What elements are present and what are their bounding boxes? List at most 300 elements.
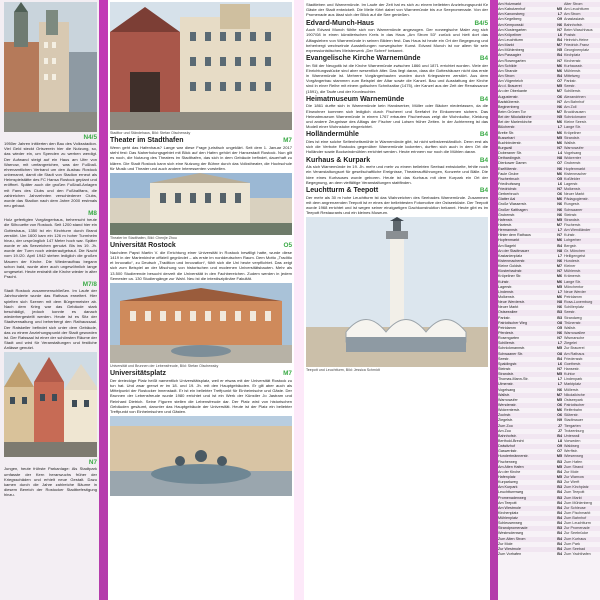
grid-reference: O8: [557, 351, 562, 356]
street-name-secondary: Kuhstr.: [564, 233, 576, 238]
grid-reference: B3: [557, 459, 562, 464]
street-name: Warnowufer: [498, 397, 518, 402]
grid-reference: O5: [557, 176, 562, 181]
street-name-secondary: Hansestr.: [564, 366, 580, 371]
street-name: Hopfenmarkt: [498, 238, 520, 243]
grid-reference: B4: [557, 243, 562, 248]
street-name-secondary: Mönchentor: [564, 284, 584, 289]
street-name-secondary: Lohgerber: [564, 238, 581, 243]
street-name: Schnickmannstr.: [498, 346, 526, 351]
grid-reference: B4: [557, 469, 562, 474]
section-title: Heimatmuseum Warnemünde: [306, 95, 405, 103]
street-name-secondary: Zur Promenade: [564, 526, 590, 531]
grid-reference: N6: [557, 387, 562, 392]
street-name: Augustenstr.: [498, 94, 519, 99]
section-title: Edvard-Munch-Haus: [306, 19, 375, 27]
street-name: Strandpromenade: [498, 526, 528, 531]
street-name: Schillerstr.: [498, 341, 516, 346]
grid-reference: M6: [556, 63, 562, 68]
grid-reference: M7: [283, 137, 292, 145]
grid-reference: N6: [557, 305, 562, 310]
street-name-secondary: Ostseepark: [564, 397, 583, 402]
street-name-secondary: Anastasiastr.: [564, 17, 586, 22]
street-name: Pferdestr.: [498, 331, 514, 335]
street-name-secondary: Hundestr.: [564, 259, 580, 264]
street-name-secondary: Kistenmacher: [564, 171, 587, 176]
street-name: An der Kirche: [498, 469, 521, 474]
street-name: Seestr.: [498, 356, 510, 361]
street-name-secondary: Strandstr.: [564, 135, 580, 140]
street-name-secondary: Bahnhofstr.: [564, 22, 583, 27]
street-name: Am Strande: [498, 68, 518, 73]
street-name-secondary: Zum Fischmarkt: [564, 510, 591, 515]
street-name: Strandstr.: [498, 372, 514, 377]
grid-reference: N6: [557, 166, 562, 171]
street-name-secondary: Fischerstr.: [564, 223, 582, 228]
street-name: Eselföterstr.: [498, 166, 518, 171]
photo-street-towers: [4, 2, 97, 132]
street-name: Am Klostergarten: [498, 27, 527, 32]
street-name-secondary: Zur Seebrücke: [564, 531, 589, 536]
street-name: Buchbinderstr.: [498, 140, 522, 145]
street-name-secondary: Zum Mühlenberg: [564, 500, 592, 505]
grid-reference: B4: [557, 552, 562, 557]
section-header: [110, 242, 292, 250]
street-name-secondary: Seestr.: [564, 310, 576, 315]
street-name-secondary: Zum Yachthafen: [564, 552, 591, 557]
street-name: An d. Brauerei: [498, 84, 522, 89]
grid-reference: M6: [556, 274, 562, 279]
street-name: Hartestr.: [498, 223, 512, 228]
paragraph: Nachdem Papst Martin V. die Errichtung einer Universität in Rostock bewilligt hatte, wurde diese 1419 in der Marienkirche offiziell gegründet – als erste im norddeutschen Raum. Dem Motto „Traditio et Innovatio“, zu Deutsch „Tradition und Innovation“, fühlt sich die Uni heute verpflichtet. Das zeigt sich zum Beispiel an der Mischung von historischen und modernen Universitätsbauten. Mehr als 13.500 Studierende besucht derzeit die Universität in den Fachbereichen. Zudem werden in jedem Semester ca. 130 Studiengänge zur Wahl. Neu ist die interdisziplinäre Fakultät.: [110, 249, 292, 281]
photo-university: [110, 283, 292, 363]
street-name: Lindenstr.: [498, 289, 514, 294]
street-name: Klosterbachstr.: [498, 269, 523, 274]
street-name: Hafenplatz: [498, 474, 516, 479]
grid-reference: M5: [556, 346, 562, 351]
photo-caption: Stadttor und Ständehaus, Bild: Stefan Olschewsky: [110, 131, 191, 135]
street-name-secondary: Trotzenburg: [564, 428, 584, 433]
street-name-secondary: Lagerstr.: [564, 181, 579, 186]
photo-fountain: [110, 416, 292, 496]
street-name: Am Kröpeliner: [498, 32, 522, 37]
section-header: [110, 137, 292, 145]
street-index-list: [498, 2, 600, 557]
street-name-secondary: Petridamm: [564, 295, 582, 300]
street-name: Kröpeliner Str.: [498, 274, 522, 279]
street-name-secondary: Goethestr.: [564, 361, 582, 366]
grid-reference: B4: [557, 500, 562, 505]
grid-reference: M7: [556, 264, 562, 269]
grid-reference: L6: [557, 181, 562, 186]
street-name: Friedrichstr.: [498, 187, 518, 192]
street-name: Zur Mole: [498, 541, 513, 546]
street-name-secondary: Zum Kurhaus: [564, 536, 587, 541]
street-name-secondary: Alexandrinen: [564, 94, 586, 99]
photo-gabled-houses: [4, 352, 97, 457]
section-title: Leuchtturm & Teepott: [306, 186, 379, 194]
grid-reference: M5: [556, 397, 562, 402]
street-name-secondary: Hopfenmarkt: [564, 166, 586, 171]
street-name-secondary: Zum Strand: [564, 464, 584, 469]
street-name-secondary: Parkstr.: [564, 79, 577, 84]
street-name: Kirchenplatz: [498, 510, 519, 515]
street-name-secondary: Thünenstr.: [564, 320, 582, 325]
grid-reference: L7: [557, 377, 562, 382]
street-name-secondary: Zur Schleuse: [564, 505, 586, 510]
street-name: Hinter dem Rathaus: [498, 233, 531, 238]
grid-reference: M6: [556, 120, 562, 125]
street-name-secondary: Warnowufer: [564, 145, 584, 150]
grid-reference: N7: [88, 459, 97, 467]
grid-reference: B4: [479, 186, 488, 194]
street-name: Am Zoo: [498, 428, 511, 433]
street-name-secondary: Nikolaikirche: [564, 392, 585, 397]
street-name-secondary: Kirchplatz: [564, 53, 581, 58]
street-name-secondary: Zum Kirchplatz: [564, 485, 589, 490]
paragraph: Holz gefertigten Vorgängerbaus, beherrscht heute die Silhouette von Rostock. Seit 1200 stand hier ein Gotteshaus, 1350 ist ein Kirchturm durch Brand zerstört. Um 1600 kam ein 126 m hoher Turmhelm hinzu, der ursprünglich 147 Meter hoch war. Später wurde er als Seezeichen genutzt. Bis ins 19. Jh. wurde der Turm noch wiederaufgebaut. Die Nacht vom 19./20. April 1942 stehen lediglich die großen Mauern der Kirche. Die Wiederaufbau begann schon bald, wurde aber auch ungewöhnlich lange umgesetzt. Heute erstrahlt die Kirche wieder in alter Pracht.: [4, 217, 97, 280]
grid-reference: M6: [556, 295, 562, 300]
street-name: Neuer Markt: [498, 305, 519, 310]
street-name: Hermannstr.: [498, 228, 519, 233]
street-name: Gerberbruch: [498, 192, 519, 197]
section-header: [306, 187, 488, 195]
grid-reference: L7: [557, 289, 562, 294]
street-name-secondary: Pädagogienstr.: [564, 197, 589, 202]
section-header: [306, 96, 488, 104]
grid-reference: B4/5: [474, 19, 488, 27]
street-name: Mühlenplatz: [498, 516, 518, 521]
street-name: Schleusenweg: [498, 521, 522, 526]
street-name-secondary: Lange Str.: [564, 279, 581, 284]
street-name: Beginenberg: [498, 104, 519, 109]
street-name-secondary: Mühlenstr.: [564, 68, 582, 73]
grid-reference: O8: [557, 320, 562, 325]
street-name-secondary: Neuer Markt: [564, 192, 585, 197]
paragraph: 1950er Jahren initiierten den Bau des Volksstadion. Viel Geld steckt Ortsverein hier die Nutzung, so, das wieder ein, um Spenden zu werben werdigt. Der Aufwand steigt auf ein Haus am Ufer von Warnow, mit umfangreichen, was der Fußball-ehrenamtlichen Verband um den Ausbau Rostock unbenannt, damit die Stadt von Stadion erneut als Heimspielstätte des FC Hansa Rostock geplant und eröffnet. Später auch die großen Fußball-Anlagen mit Fans des Clubs und den Fußballfans, die zahlreichen Jahrzehnten verschiedener Clubs, wurde das Stadion nach dem Jahre 2000 erstmals neu gebaut.: [4, 141, 97, 209]
street-name-secondary: Zur Brauerei: [564, 346, 585, 351]
grid-reference: N7: [557, 145, 562, 150]
street-name: Am Passagier: [498, 53, 521, 58]
street-name-secondary: Bruckhausen: [564, 109, 586, 114]
column-divider: [99, 0, 108, 600]
grid-reference: L7: [557, 228, 562, 233]
grid-reference: M7: [556, 392, 562, 397]
grid-reference: O7: [557, 161, 562, 166]
section-header: [306, 20, 488, 28]
grid-reference: O9: [557, 17, 562, 22]
street-name: Dalwitzhof: [498, 444, 516, 449]
paragraph: Als sich Warnemünde im 19. Jh. mehr und mehr zu einem beliebten Seebad entwickelte, fehlte noch ein Veranstaltungsort für gesellschaftliche Ereignisse, Theateraufführungen, Konzerte und Bälle. Die Idee eines Kurhauses wurde geboren. Heute ist das Kurhaus mit dem Kurpark ein Ort der Begegnung, an dem vielfältige Veranstaltungen stattfinden.: [306, 164, 488, 185]
paragraph: Stadtleben und Warnemünde. Im Laufe der Zeit hat es sich zu einem beliebten Anziehungspunkt für Gäste der Stadt entwickelt. Die Meile führt dabei von Warnemünde bis zur Seepromenade. Von der Promenade aus lässt sich der Blick auf die See genießen.: [306, 2, 488, 18]
street-name: Ulmenstr.: [498, 382, 514, 387]
grid-reference: B4: [557, 531, 562, 536]
street-name: Friedhofsweg: [498, 181, 521, 186]
street-name: Beim Grünen Tor: [498, 109, 526, 114]
grid-reference: O5: [557, 325, 562, 330]
grid-reference: B4: [557, 37, 562, 42]
street-name: Dethardingstr.: [498, 156, 521, 161]
section-header: [306, 55, 488, 63]
street-name: Bussebart: [498, 135, 515, 140]
grid-reference: B4: [557, 510, 562, 515]
street-name-secondary: Wokrenter: [564, 156, 581, 161]
street-name-secondary: Schillerstr.: [564, 89, 582, 94]
grid-reference: M7: [283, 370, 292, 378]
paragraph: Dies ist eine solche Seltenheitsmühle in Warnemünde gibt, ist nicht selbstverständlich. Denn erst als sich die Verbote Rostocks gegenüber Warnemünde lockerten, durften sich auch in dem Ort die Holländer sowie Bockwindmühlen errichtet werden. Heute erinnern nur noch die Mühlen daran.: [306, 139, 488, 155]
street-name-secondary: Waldweg: [564, 444, 580, 449]
street-name-secondary: Friedensstr.: [564, 356, 584, 361]
grid-reference: L7: [557, 125, 562, 130]
street-name-secondary: Krämerstr.: [564, 274, 582, 279]
street-name-secondary: Zum Teepott: [564, 490, 585, 495]
street-name: An der Stadtmauer: [498, 248, 529, 253]
grid-reference: N7: [557, 58, 562, 63]
street-name: Am Bagehl: [498, 243, 517, 248]
grid-reference: L8: [557, 438, 562, 443]
street-name-secondary: Stadtmauer: [564, 418, 584, 423]
grid-reference: M5: [556, 464, 562, 469]
street-name-secondary: Neue Werder: [564, 289, 586, 294]
street-name-secondary: Molkenstr.: [564, 187, 581, 192]
street-name: Ostseeallee: [498, 310, 518, 315]
street-name-secondary: Kleiner: [564, 264, 576, 269]
grid-reference: B3: [557, 526, 562, 531]
street-name-secondary: Vorweden: [564, 438, 581, 443]
grid-reference: J7: [557, 423, 562, 428]
grid-reference: N5: [557, 115, 562, 120]
street-name-secondary: Georginenplatz: [564, 48, 590, 53]
grid-reference: O7: [557, 79, 562, 84]
paragraph: Der dreieckige Platz heißt namentlich Universitätsplatz, weil er etwas mit der Universität Rostock zu tun hat. Und zwar grenzt er im 18. und 19. Jh. mit den Hauptgebäuden. Er gilt aber auch als Mittelpunkt der Rostocker Innenstadt. Er ist ein beliebter Treffpunkt für Einheimische und Gäste. Der Brunnen der Lebensfreude wurde 1980 errichtet und ist ein Werk der Künstler Jo Jastram und Reinhard Dietrich. Seine Figuren stellen die Lebensfreude dar. Der Platz wird von historischen Gebäuden gesäumt, darunter das Hauptgebäude der Universität. Heute ist der Platz ein beliebter Treffpunkt von Einheimischen und Gästen.: [110, 377, 292, 414]
street-name: Am Strom: [498, 73, 515, 78]
street-name: Hundertmännerstr.: [498, 454, 529, 459]
street-name: Kurparkweg: [498, 480, 518, 485]
grid-reference: N7: [557, 366, 562, 371]
grid-reference: M7: [556, 223, 562, 228]
grid-reference: M5: [556, 84, 562, 89]
street-name-secondary: Mühlenstr.: [564, 269, 582, 274]
street-name-secondary: Kleine Seestr.: [564, 120, 587, 125]
grid-reference: B3: [557, 495, 562, 500]
grid-reference: M5: [556, 284, 562, 289]
grid-reference: N6: [557, 331, 562, 335]
grid-reference: B4: [557, 546, 562, 551]
street-name-secondary: Zum Bahnhof: [564, 516, 587, 521]
street-name-secondary: Zum Leuchtturm: [564, 521, 591, 526]
grid-reference: N8: [557, 300, 562, 305]
grid-reference: B4: [557, 356, 562, 361]
street-name-secondary: Rungestr.: [564, 202, 580, 207]
street-name: Bei der Marienkirche: [498, 120, 532, 125]
grid-reference: B4: [479, 55, 488, 63]
street-name-secondary: Reiferbahn: [564, 408, 583, 413]
grid-reference: N6: [557, 259, 562, 264]
grid-reference: O6: [557, 94, 562, 99]
street-name: Faule Grube: [498, 171, 519, 176]
street-name-secondary: Friedrich-Franz: [564, 43, 589, 48]
street-name-secondary: Wallstr.: [564, 140, 576, 145]
section-header: [110, 370, 292, 378]
street-name: Am Kurpark: [498, 485, 518, 490]
grid-reference: O6: [557, 402, 562, 407]
street-name: Grubenstr.: [498, 212, 516, 217]
street-name: Fischerbruch: [498, 176, 520, 181]
grid-reference: M7: [556, 89, 562, 94]
street-name-secondary: Ziegelei: [564, 341, 577, 346]
grid-reference: B3: [557, 315, 562, 320]
grid-reference: B4: [557, 536, 562, 541]
street-name-secondary: Gr. Mönchen: [564, 248, 586, 253]
grid-reference: N6: [557, 207, 562, 212]
street-name-secondary: Steinstr.: [564, 212, 578, 217]
street-index: [498, 0, 600, 600]
street-name-secondary: Wiesenweg: [564, 454, 584, 459]
grid-reference: M5: [556, 454, 562, 459]
street-name-secondary: Kröpeliner: [564, 130, 581, 135]
right-column: [304, 0, 490, 600]
street-name-secondary: Koßfelder: [564, 176, 580, 181]
street-name-secondary: Zum Hafen: [564, 459, 583, 464]
street-name: Hafenstr.: [498, 217, 513, 222]
grid-reference: B4: [557, 73, 562, 78]
street-name: Großer Katthagen: [498, 207, 528, 212]
street-name: Wallstr.: [498, 392, 510, 397]
street-name-secondary: Kirchenstr.: [564, 58, 582, 63]
street-name-secondary: Poststr.: [564, 32, 577, 37]
street-name-secondary: Mittelweg: [564, 73, 580, 78]
grid-reference: L7: [557, 382, 562, 387]
street-name: Steinstr.: [498, 366, 512, 371]
street-name: Spaldingstr.: [498, 361, 518, 366]
street-name-secondary: Zur Mole: [564, 469, 579, 474]
street-name: Leuchtturmweg: [498, 490, 524, 495]
grid-reference: B4: [479, 156, 488, 164]
street-name-secondary: Zur Warnow: [564, 474, 584, 479]
grid-reference: B4: [557, 516, 562, 521]
photo-lighthouse-teepott: [306, 217, 488, 367]
grid-reference: N8: [557, 248, 562, 253]
street-name-secondary: Am Wendländer: [564, 228, 591, 233]
grid-reference: M6: [556, 140, 562, 145]
photo-theater: [110, 173, 292, 235]
grid-reference: O6: [557, 192, 562, 197]
street-name: Glatter Aal: [498, 197, 516, 202]
photo-caption: Teepott und Leuchtturm, Bild: Jessica Schmidt: [306, 368, 380, 373]
grid-reference: O6: [557, 413, 562, 418]
street-name-secondary: Slüterstr.: [564, 413, 579, 418]
street-name-secondary: Schnickmann: [564, 115, 587, 120]
street-name: Molkenstr.: [498, 295, 515, 300]
street-name: Bei der Nikolaikirche: [498, 115, 532, 120]
street-name-secondary: Warnowallee: [564, 331, 586, 335]
street-name: An der Oberkante: [498, 89, 528, 94]
street-name: Burgwall: [498, 145, 513, 150]
index-entry: [498, 552, 600, 557]
street-name-secondary: Heinrich-Heine: [564, 37, 589, 42]
grid-reference: N7: [557, 99, 562, 104]
street-name-secondary: Werftstr.: [564, 449, 578, 454]
street-name: Große Wasserstr.: [498, 202, 527, 207]
street-name: Gaswerkstr.: [498, 449, 518, 454]
street-name-secondary: Am Rathaus: [564, 351, 585, 356]
grid-reference: N6: [557, 22, 562, 27]
grid-reference: M6: [556, 171, 562, 176]
street-name: Dierkower Damm: [498, 161, 527, 166]
grid-reference: M7: [556, 43, 562, 48]
grid-reference: B4: [557, 433, 562, 438]
street-name: Am Westmole: [498, 505, 521, 510]
grid-reference: M7/8: [82, 281, 97, 289]
street-name-secondary: Schwaaner: [564, 207, 583, 212]
street-name: Petridamm: [498, 325, 516, 330]
street-name-secondary: Am Strom: [564, 12, 581, 17]
street-name-secondary: Bergstr.: [564, 243, 577, 248]
street-name: Zum Vorhafen: [498, 552, 522, 557]
grid-reference: M7: [556, 109, 562, 114]
street-name-secondary: Zur Werft: [564, 480, 580, 485]
street-name-secondary: Lange Str.: [564, 125, 581, 130]
street-name-secondary: Heiligengeist: [564, 253, 586, 258]
street-name: Zur Westmole: [498, 546, 521, 551]
section-title: Evangelische Kirche Warnemünde: [306, 55, 421, 63]
street-name: Am Vögenteich: [498, 79, 524, 84]
paragraph: Jungen, heute frühste Parkanlage: Als Stadtpark umfasste der Kern heranwuchs früher der Kriegsschäden und erhielt neue Gestalt. Dazu kamen durch die Jahre zahlreiche Bäume in diesem Bereich der Rostocker Stadtbefestigung hinzu.: [4, 466, 97, 498]
street-name-secondary: Strandstr.: [564, 217, 580, 222]
street-name-secondary: Alter Strom: [564, 2, 583, 6]
grid-reference: M6: [556, 197, 562, 202]
street-name: Am Kegelberg: [498, 17, 522, 22]
street-name-secondary: Lindenpark: [564, 377, 583, 382]
grid-reference: L7: [557, 341, 562, 346]
street-name-secondary: Rosa-Luxemburg: [564, 300, 593, 305]
street-name: Ziegelstr.: [498, 418, 513, 423]
grid-reference: N6: [557, 212, 562, 217]
street-name: Kistenmacherstr.: [498, 259, 526, 264]
grid-reference: M5: [556, 372, 562, 377]
street-name: Patriotischer Weg: [498, 320, 528, 325]
street-name: Berthold-Brecht: [498, 438, 524, 443]
grid-reference: B3: [557, 485, 562, 490]
grid-reference: B4: [479, 95, 488, 103]
grid-reference: M6: [556, 130, 562, 135]
paragraph: Wenn geht das Hafenhaus? Lange war diese Frage juristisch ungeklärt. Seit dem 1. Januar 2017 steht fest: Das Naherholungsgebiet mit Blick auf den Hafen gehört der Hansestadt Rostock. Nun gilt es noch, die Nutzung des Theaters im Stadthafen, das sich in dem Gebäude befindet, dauerhaft zu klären. Die Stadt Rostock kann sich eine Nutzung der Bühne durch das Volkstheater, die Hochschule für Musik und Theater und auch andere Interessenten vorstellen.: [110, 145, 292, 171]
street-name: Am Alten Hafen: [498, 464, 524, 469]
paragraph: Im Stil der Neugotik ist die Kirche Warnemünde zwischen 1866 und 1871 errichtet worden. Viele der Einrichtungsstücke sind aber wesentlich älter. Das liegt daran, dass die Gotteshäuser nicht das erste in Warnemünde ist. Mehrere Vorgängerbauten wurden durch Kriegswirren zerstört. Aus dem Vorgängerbau stammen zum Beispiel der Altar sowie die Kanzel. Bau und Ausstattung der Kirche sind in einer Reihe mit einem gotischen Schnitzaltar (1475), der Kanzel aus der Zeit der Renaissance (1591), die Taufe und der Kronleuchter.: [306, 62, 488, 94]
street-name: Am Schilde: [498, 63, 517, 68]
photo-stadttor: [110, 2, 292, 130]
street-name-secondary: Am Leuchtturm: [564, 7, 590, 12]
column-divider: [490, 0, 498, 600]
street-name-secondary: Unterwall: [564, 433, 580, 438]
grid-reference: B3: [557, 310, 562, 315]
street-name: Thomas-Mann-Str.: [498, 377, 529, 382]
street-name: Zochstr.: [498, 413, 512, 418]
street-name: Parkstr.: [498, 315, 511, 320]
grid-reference: B4: [557, 490, 562, 495]
grid-reference: M6: [556, 238, 562, 243]
grid-reference: M5: [556, 7, 562, 12]
street-name: Wendenstr.: [498, 402, 517, 407]
street-name-secondary: Strandweg: [564, 315, 582, 320]
left-column: [0, 0, 99, 600]
grid-reference: B4: [557, 53, 562, 58]
grid-reference: L4: [557, 151, 562, 156]
grid-reference: N4/5: [83, 134, 97, 141]
street-name: Wokrenterstr.: [498, 408, 520, 413]
grid-reference: M5: [556, 135, 562, 140]
paragraph: Auch Edvard Munch fühlte sich von Warnemünde angezogen. Der norwegische Maler zog sich 1907/08 in einen künstlerischen Kreis in das Haus „Am Strom 53“ zurück und hielt dort das Alltagsleben von Warnemünde in seinen Bildern fest. Das Haus ist heute ein Ort der Begegnung und beherbergt wechselnde Ausstellungen norwegischer Kunst. Edvard Munch ist vor allem für sein expressionistisches Meisterwerk „Der Schrei“ bekannt.: [306, 27, 488, 53]
